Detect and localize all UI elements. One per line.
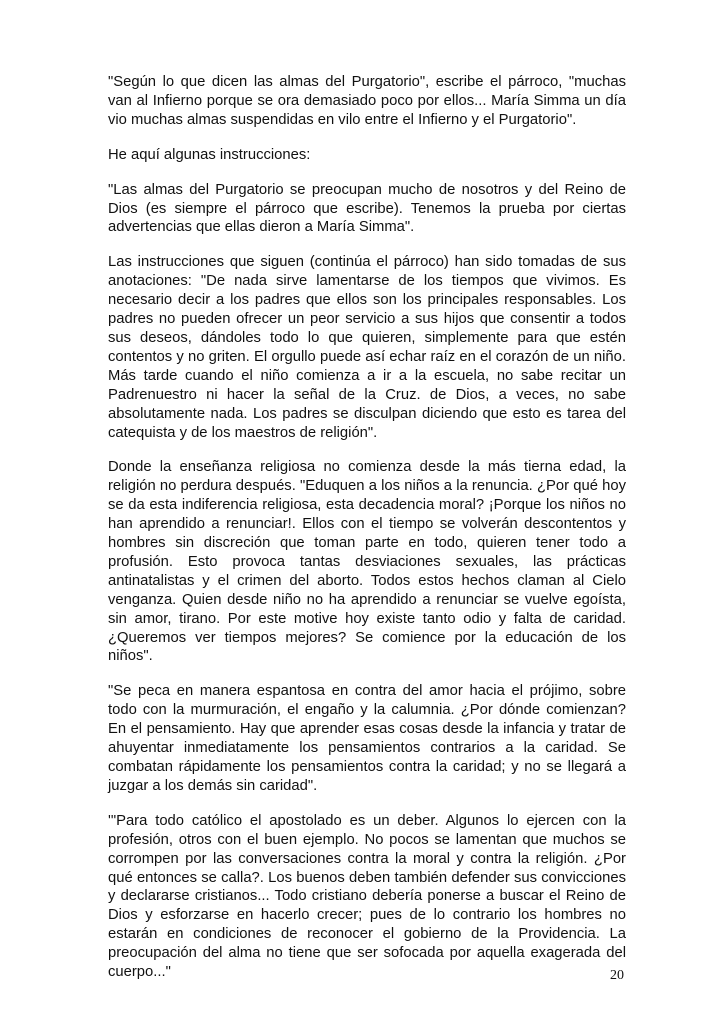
paragraph-3: "Las almas del Purgatorio se preocupan mucho de nosotros y del Reino de Dios (es siempre el párroco que escribe). Tenemos la prueba por ciertas advertencias que ellas dieron a María Simma".: [108, 181, 626, 236]
paragraph-1: "Según lo que dicen las almas del Purgatorio", escribe el párroco, "muchas van al Infierno porque se ora demasiado poco por ellos... María Simma un día vio muchas almas suspendidas en vilo entre el Infierno y el Purgatorio".: [108, 74, 626, 128]
paragraph-4: Las instrucciones que siguen (continúa el párroco) han sido tomadas de sus anotaciones: "De nada sirve lamentarse de los tiempos que vivimos. Es necesario decir a los padres que ellos son los principales responsables. Los padres no pueden ofrecer un peor servicio a sus hijos que consentir a todos sus deseos, dándoles todo lo que quieren, simplemente para que estén contentos y no griten. El orgullo puede así echar raíz en el corazón de un niño. Más tarde cuando el niño comienza a ir a la escuela, no sabe recitar un Padrenuestro ni hacer la señal de la Cruz. de Dios, a veces, no sabe absolutamente nada. Los padres se disculpan diciendo que esto es tarea del catequista y de los maestros de religión".: [108, 254, 626, 441]
body-text: [108, 73, 626, 998]
page-number: 20: [610, 968, 624, 983]
paragraph-6: "Se peca en manera espantosa en contra del amor hacia el prójimo, sobre todo con la murmuración, el engaño y la calumnia. ¿Por dónde comienzan? En el pensamiento. Hay que aprender esas cosas desde la infancia y tratar de ahuyentar inmediatamente los pensamientos contrarios a la caridad. Se combatan rápidamente los pensamientos contra la caridad; y no se llegará a juzgar a los demás sin caridad".: [108, 683, 626, 794]
paragraph-2: He aquí algunas instrucciones:: [108, 146, 311, 163]
paragraph-5: Donde la enseñanza religiosa no comienza desde la más tierna edad, la religión no perdura después. "Eduquen a los niños a la renuncia. ¿Por qué hoy se da esta indiferencia religiosa, esta decadencia moral? ¡Porque los niños no han aprendido a renunciar!. Ellos con el tiempo se volverán descontentos y hombres sin discreción que toman parte en todo, quieren tener todo a profusión. Esto provoca tantas desviaciones sexuales, las prácticas antinatalistas y el crimen del aborto. Todos estos hechos claman al Cielo venganza. Quien desde niño no ha aprendido a renunciar se vuelve egoísta, sin amor, tirano. Por este motive hoy existe tanto odio y falta de caridad. ¿Queremos ver tiempos mejores? Se comience por la educación de los niños".: [108, 459, 626, 665]
paragraph-7: '"Para todo católico el apostolado es un deber. Algunos lo ejercen con la profesión, otros con el buen ejemplo. No pocos se lamentan que muchos se corrompen por las conversaciones contra la moral y contra la religión. ¿Por qué entonces se calla?. Los buenos deben también defender sus convicciones y declararse cristianos... Todo cristiano debería ponerse a buscar el Reino de Dios y esforzarse en hacerlo crecer; pues de lo contrario los hombres no estarán en condiciones de reconocer el gobierno de la Providencia. La preocupación del alma no tiene que ser sofocada por aquella exagerada del cuerpo...": [108, 812, 626, 981]
